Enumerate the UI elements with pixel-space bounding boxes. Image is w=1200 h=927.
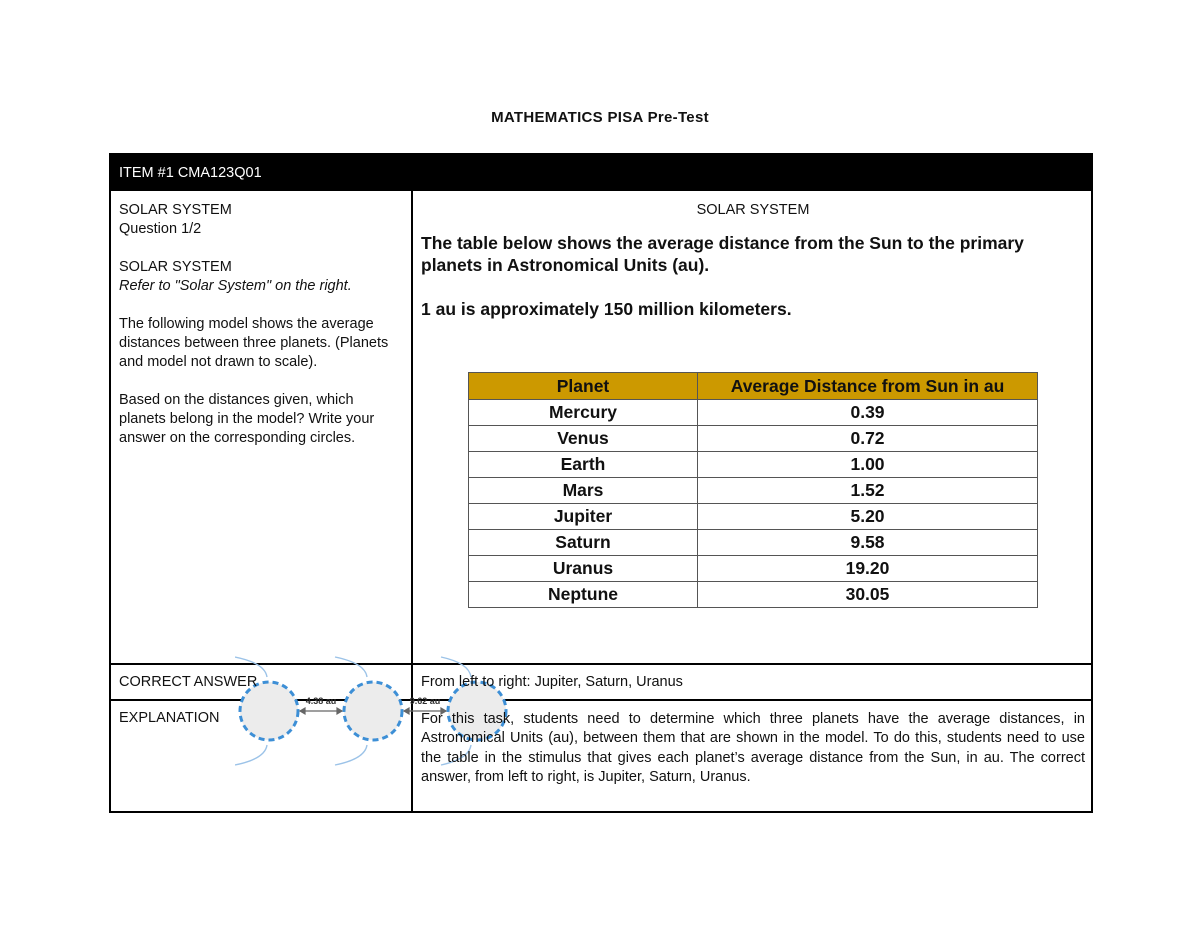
- planet-distance: 19.20: [698, 556, 1038, 582]
- planet-name: Mercury: [469, 400, 698, 426]
- planet-name: Earth: [469, 452, 698, 478]
- planet-distance: 1.52: [698, 478, 1038, 504]
- table-row: [469, 504, 1038, 530]
- explanation-label: EXPLANATION: [119, 710, 220, 726]
- planet-answer-circle-1[interactable]: [240, 682, 298, 740]
- unit-title: SOLAR SYSTEM: [119, 202, 232, 218]
- explanation-text: For this task, students need to determine which three planets have the average distances, in Astronomical Units (au), between them that are shown in the model. To do this, students need to use the table in the stimulus that gives each planet’s average distance from the Sun, in au. The correct answer, from left to right, is Jupiter, Saturn, Uranus.: [421, 711, 1085, 785]
- stimulus-heading: SOLAR SYSTEM: [696, 202, 810, 218]
- table-row: [469, 452, 1038, 478]
- planet-name: Jupiter: [469, 504, 698, 530]
- model-description: The following model shows the average distances between three planets. (Planets and model not drawn to scale).: [119, 316, 389, 370]
- table-row: [469, 530, 1038, 556]
- planet-name: Saturn: [469, 530, 698, 556]
- arrowhead: [337, 708, 342, 714]
- table-row: [469, 400, 1038, 426]
- refer-note: Refer to "Solar System" on the right.: [119, 278, 352, 294]
- correct-answer-label: CORRECT ANSWER: [119, 674, 258, 690]
- distance-label-2: 9.62 au: [409, 696, 441, 706]
- table-header-row: [469, 373, 1038, 400]
- orbit-arc: [335, 745, 367, 765]
- planet-distance: 0.72: [698, 426, 1038, 452]
- item-header: ITEM #1 CMA123Q01: [111, 155, 1091, 191]
- column-header-planet: Planet: [469, 373, 698, 400]
- planet-name: Uranus: [469, 556, 698, 582]
- planet-distance: 9.58: [698, 530, 1038, 556]
- planet-name: Venus: [469, 426, 698, 452]
- arrowhead: [300, 708, 305, 714]
- item-table: [109, 153, 1093, 813]
- planet-distance: 5.20: [698, 504, 1038, 530]
- distance-label-1: 4.38 au: [305, 696, 337, 706]
- arrowhead: [404, 708, 409, 714]
- planet-name: Neptune: [469, 582, 698, 608]
- orbit-arc: [335, 657, 367, 677]
- planet-name: Mars: [469, 478, 698, 504]
- right-cell: [421, 201, 1085, 604]
- column-header-distance: Average Distance from Sun in au: [698, 373, 1038, 400]
- table-row: [469, 582, 1038, 608]
- planet-distance: 30.05: [698, 582, 1038, 608]
- stimulus-intro: The table below shows the average distance from the Sun to the primary planets in Astronomical Units (au).: [421, 233, 1024, 275]
- instruction-text: Based on the distances given, which planets belong in the model? Write your answer on the corresponding circles.: [119, 392, 375, 446]
- left-cell: [119, 201, 404, 467]
- table-row: [469, 478, 1038, 504]
- unit-title-2: SOLAR SYSTEM: [119, 259, 232, 275]
- table-row: [469, 556, 1038, 582]
- question-number: Question 1/2: [119, 221, 202, 237]
- planet-distance: 0.39: [698, 400, 1038, 426]
- planet-distance: 1.00: [698, 452, 1038, 478]
- au-note: 1 au is approximately 150 million kilometers.: [421, 299, 792, 319]
- correct-answer-text: From left to right: Jupiter, Saturn, Uranus: [421, 674, 683, 690]
- planet-answer-circle-2[interactable]: [344, 682, 402, 740]
- planet-distance-table: [468, 372, 1038, 608]
- document-title: MATHEMATICS PISA Pre-Test: [491, 109, 709, 126]
- orbit-arc: [235, 745, 267, 765]
- table-row: [469, 426, 1038, 452]
